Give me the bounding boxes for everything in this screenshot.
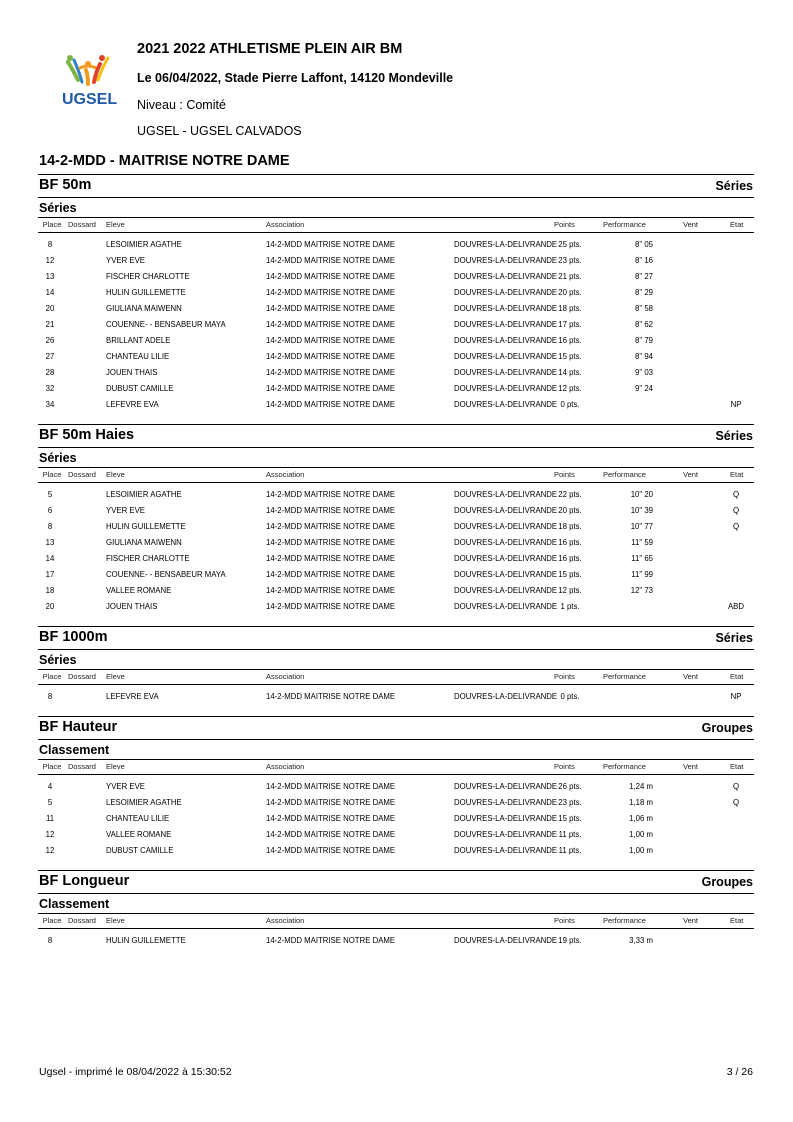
- status-cell: Q: [732, 798, 740, 807]
- athlete-name-cell: HULIN GUILLEMETTE: [106, 288, 186, 297]
- city-cell: DOUVRES-LA-DELIVRANDE: [454, 830, 558, 839]
- association-cell: 14-2-MDD MAITRISE NOTRE DAME: [266, 830, 396, 839]
- document-title: 2021 2022 ATHLETISME PLEIN AIR BM: [137, 41, 403, 57]
- column-header-association: Association: [266, 916, 305, 925]
- city-cell: DOUVRES-LA-DELIVRANDE: [454, 240, 558, 249]
- city-cell: DOUVRES-LA-DELIVRANDE: [454, 538, 558, 547]
- points-cell: 26 pts.: [558, 782, 582, 791]
- city-cell: DOUVRES-LA-DELIVRANDE: [454, 846, 558, 855]
- city-cell: DOUVRES-LA-DELIVRANDE: [454, 256, 558, 265]
- performance-cell: 9" 03: [635, 368, 653, 377]
- association-cell: 14-2-MDD MAITRISE NOTRE DAME: [266, 570, 396, 579]
- athlete-name-cell: DUBUST CAMILLE: [106, 846, 174, 855]
- performance-cell: 11" 65: [631, 554, 653, 563]
- city-cell: DOUVRES-LA-DELIVRANDE: [454, 288, 558, 297]
- city-cell: DOUVRES-LA-DELIVRANDE: [454, 522, 558, 531]
- column-header-performance: Performance: [603, 672, 646, 681]
- column-header-etat: Etat: [730, 916, 744, 925]
- round-name: Séries: [39, 451, 77, 465]
- association-cell: 14-2-MDD MAITRISE NOTRE DAME: [266, 288, 396, 297]
- column-header-place: Place: [42, 762, 62, 771]
- column-header-vent: Vent: [683, 916, 699, 925]
- performance-cell: 10" 39: [630, 506, 653, 515]
- place-cell: 8: [47, 240, 53, 249]
- points-cell: 12 pts.: [558, 384, 582, 393]
- city-cell: DOUVRES-LA-DELIVRANDE: [454, 304, 558, 313]
- place-cell: 13: [45, 538, 55, 547]
- column-header-vent: Vent: [683, 672, 699, 681]
- event-type: Séries: [715, 429, 753, 443]
- column-header-association: Association: [266, 762, 305, 771]
- table-row: [38, 843, 754, 859]
- association-cell: 14-2-MDD MAITRISE NOTRE DAME: [266, 256, 396, 265]
- city-cell: DOUVRES-LA-DELIVRANDE: [454, 490, 558, 499]
- round-name: Séries: [39, 201, 77, 215]
- column-header-vent: Vent: [683, 470, 699, 479]
- table-row: [38, 689, 754, 705]
- column-header-points: Points: [554, 672, 575, 681]
- event-name: BF 1000m: [39, 629, 108, 645]
- association-cell: 14-2-MDD MAITRISE NOTRE DAME: [266, 272, 396, 281]
- column-header-etat: Etat: [730, 762, 744, 771]
- points-cell: 16 pts.: [558, 538, 582, 547]
- ugsel-logo-text: UGSEL: [62, 91, 118, 108]
- footer-page-number: 3 / 26: [726, 1066, 753, 1078]
- event-header: [38, 870, 754, 893]
- event-section: [38, 870, 754, 949]
- points-cell: 18 pts.: [558, 522, 582, 531]
- performance-cell: 3,33 m: [629, 936, 653, 945]
- athlete-name-cell: FISCHER CHARLOTTE: [106, 554, 190, 563]
- event-section: [38, 716, 754, 870]
- athlete-name-cell: YVER EVE: [106, 506, 145, 515]
- column-header-performance: Performance: [603, 916, 646, 925]
- points-cell: 22 pts.: [558, 490, 582, 499]
- status-cell: Q: [732, 782, 740, 791]
- place-cell: 34: [45, 400, 55, 409]
- athlete-name-cell: LESOIMIER AGATHE: [106, 490, 182, 499]
- table-row: [38, 349, 754, 365]
- event-name: BF Hauteur: [39, 719, 118, 735]
- athlete-name-cell: GIULIANA MAIWENN: [106, 304, 182, 313]
- event-header: [38, 174, 754, 197]
- column-header-row: [38, 759, 754, 775]
- table-row: [38, 583, 754, 599]
- performance-cell: 8" 79: [635, 336, 653, 345]
- performance-cell: 1,00 m: [629, 830, 653, 839]
- event-spacer: [38, 413, 754, 424]
- column-header-vent: Vent: [683, 220, 699, 229]
- performance-cell: 1,24 m: [629, 782, 653, 791]
- city-cell: DOUVRES-LA-DELIVRANDE: [454, 352, 558, 361]
- place-cell: 8: [47, 522, 53, 531]
- association-cell: 14-2-MDD MAITRISE NOTRE DAME: [266, 586, 396, 595]
- performance-cell: 9" 24: [635, 384, 653, 393]
- city-cell: DOUVRES-LA-DELIVRANDE: [454, 400, 558, 409]
- event-header: [38, 626, 754, 649]
- event-spacer: [38, 859, 754, 870]
- place-cell: 14: [45, 288, 55, 297]
- column-header-association: Association: [266, 672, 305, 681]
- association-cell: 14-2-MDD MAITRISE NOTRE DAME: [266, 304, 396, 313]
- table-row: [38, 301, 754, 317]
- performance-cell: 10" 20: [630, 490, 653, 499]
- status-cell: Q: [732, 490, 740, 499]
- place-cell: 28: [45, 368, 55, 377]
- association-cell: 14-2-MDD MAITRISE NOTRE DAME: [266, 692, 396, 701]
- status-cell: NP: [730, 400, 742, 409]
- city-cell: DOUVRES-LA-DELIVRANDE: [454, 586, 558, 595]
- points-cell: 0 pts.: [560, 400, 580, 409]
- document-level: Niveau : Comité: [137, 98, 226, 112]
- column-header-points: Points: [554, 762, 575, 771]
- column-header-dossard: Dossard: [68, 470, 96, 479]
- table-row: [38, 811, 754, 827]
- column-header-points: Points: [554, 220, 575, 229]
- event-name: BF 50m: [39, 177, 92, 193]
- column-header-dossard: Dossard: [68, 220, 96, 229]
- place-cell: 26: [45, 336, 55, 345]
- association-cell: 14-2-MDD MAITRISE NOTRE DAME: [266, 798, 396, 807]
- association-cell: 14-2-MDD MAITRISE NOTRE DAME: [266, 782, 396, 791]
- place-cell: 12: [45, 830, 55, 839]
- points-cell: 12 pts.: [558, 586, 582, 595]
- performance-cell: 11" 99: [631, 570, 653, 579]
- column-header-eleve: Eleve: [106, 916, 125, 925]
- points-cell: 19 pts.: [558, 936, 582, 945]
- city-cell: DOUVRES-LA-DELIVRANDE: [454, 272, 558, 281]
- performance-cell: 12" 73: [630, 586, 653, 595]
- event-type: Groupes: [701, 721, 753, 735]
- association-cell: 14-2-MDD MAITRISE NOTRE DAME: [266, 506, 396, 515]
- athlete-name-cell: YVER EVE: [106, 256, 145, 265]
- city-cell: DOUVRES-LA-DELIVRANDE: [454, 554, 558, 563]
- column-header-row: [38, 217, 754, 233]
- ugsel-logo: [60, 50, 128, 108]
- table-row: [38, 519, 754, 535]
- performance-cell: 8" 29: [635, 288, 653, 297]
- column-header-association: Association: [266, 470, 305, 479]
- association-cell: 14-2-MDD MAITRISE NOTRE DAME: [266, 522, 396, 531]
- round-name: Classement: [39, 897, 110, 911]
- table-row: [38, 381, 754, 397]
- table-row: [38, 365, 754, 381]
- athlete-name-cell: DUBUST CAMILLE: [106, 384, 174, 393]
- performance-cell: 11" 59: [631, 538, 653, 547]
- association-cell: 14-2-MDD MAITRISE NOTRE DAME: [266, 936, 396, 945]
- table-row: [38, 795, 754, 811]
- place-cell: 4: [47, 782, 53, 791]
- athlete-name-cell: JOUEN THAIS: [106, 368, 158, 377]
- column-header-association: Association: [266, 220, 305, 229]
- place-cell: 12: [45, 846, 55, 855]
- athlete-name-cell: BRILLANT ADELE: [106, 336, 171, 345]
- city-cell: DOUVRES-LA-DELIVRANDE: [454, 782, 558, 791]
- city-cell: DOUVRES-LA-DELIVRANDE: [454, 506, 558, 515]
- place-cell: 17: [45, 570, 55, 579]
- association-cell: 14-2-MDD MAITRISE NOTRE DAME: [266, 384, 396, 393]
- column-header-dossard: Dossard: [68, 672, 96, 681]
- place-cell: 18: [45, 586, 55, 595]
- points-cell: 17 pts.: [558, 320, 582, 329]
- table-row: [38, 317, 754, 333]
- ugsel-logo-figures-icon: [60, 50, 128, 108]
- round-header: [38, 447, 754, 467]
- place-cell: 5: [47, 490, 53, 499]
- column-header-points: Points: [554, 470, 575, 479]
- association-cell: 14-2-MDD MAITRISE NOTRE DAME: [266, 814, 396, 823]
- athlete-name-cell: LESOIMIER AGATHE: [106, 240, 182, 249]
- place-cell: 13: [45, 272, 55, 281]
- athlete-name-cell: LEFEVRE EVA: [106, 400, 159, 409]
- performance-cell: 1,00 m: [629, 846, 653, 855]
- event-section: [38, 174, 754, 424]
- column-header-eleve: Eleve: [106, 220, 125, 229]
- place-cell: 20: [45, 304, 55, 313]
- round-name: Séries: [39, 653, 77, 667]
- column-header-dossard: Dossard: [68, 916, 96, 925]
- status-cell: ABD: [727, 602, 745, 611]
- points-cell: 15 pts.: [558, 352, 582, 361]
- points-cell: 15 pts.: [558, 570, 582, 579]
- club-heading: 14-2-MDD - MAITRISE NOTRE DAME: [39, 153, 290, 169]
- table-row: [38, 253, 754, 269]
- association-cell: 14-2-MDD MAITRISE NOTRE DAME: [266, 240, 396, 249]
- athlete-name-cell: GIULIANA MAIWENN: [106, 538, 182, 547]
- points-cell: 1 pts.: [560, 602, 580, 611]
- table-row: [38, 237, 754, 253]
- column-header-row: [38, 669, 754, 685]
- performance-cell: 8" 27: [635, 272, 653, 281]
- place-cell: 6: [47, 506, 53, 515]
- athlete-name-cell: CHANTEAU LILIE: [106, 814, 170, 823]
- table-row: [38, 779, 754, 795]
- column-header-performance: Performance: [603, 220, 646, 229]
- city-cell: DOUVRES-LA-DELIVRANDE: [454, 384, 558, 393]
- athlete-name-cell: HULIN GUILLEMETTE: [106, 522, 186, 531]
- performance-cell: 1,18 m: [629, 798, 653, 807]
- event-type: Séries: [715, 179, 753, 193]
- performance-cell: 8" 94: [635, 352, 653, 361]
- event-spacer: [38, 705, 754, 716]
- city-cell: DOUVRES-LA-DELIVRANDE: [454, 814, 558, 823]
- athlete-name-cell: YVER EVE: [106, 782, 145, 791]
- column-header-etat: Etat: [730, 470, 744, 479]
- event-section: [38, 424, 754, 626]
- place-cell: 5: [47, 798, 53, 807]
- points-cell: 0 pts.: [560, 692, 580, 701]
- round-header: [38, 649, 754, 669]
- place-cell: 27: [45, 352, 55, 361]
- table-row: [38, 933, 754, 949]
- column-header-row: [38, 913, 754, 929]
- points-cell: 23 pts.: [558, 256, 582, 265]
- points-cell: 23 pts.: [558, 798, 582, 807]
- athlete-name-cell: HULIN GUILLEMETTE: [106, 936, 186, 945]
- column-header-place: Place: [42, 220, 62, 229]
- athlete-name-cell: COUENNE- - BENSABEUR MAYA: [106, 570, 226, 579]
- association-cell: 14-2-MDD MAITRISE NOTRE DAME: [266, 602, 396, 611]
- place-cell: 12: [45, 256, 55, 265]
- table-row: [38, 503, 754, 519]
- city-cell: DOUVRES-LA-DELIVRANDE: [454, 692, 558, 701]
- round-name: Classement: [39, 743, 110, 757]
- table-row: [38, 269, 754, 285]
- performance-cell: 8" 58: [635, 304, 653, 313]
- column-header-performance: Performance: [603, 470, 646, 479]
- points-cell: 20 pts.: [558, 506, 582, 515]
- place-cell: 32: [45, 384, 55, 393]
- event-type: Groupes: [701, 875, 753, 889]
- column-header-place: Place: [42, 470, 62, 479]
- place-cell: 8: [47, 936, 53, 945]
- association-cell: 14-2-MDD MAITRISE NOTRE DAME: [266, 846, 396, 855]
- event-name: BF Longueur: [39, 873, 130, 889]
- table-row: [38, 827, 754, 843]
- table-row: [38, 487, 754, 503]
- document-subtitle: Le 06/04/2022, Stade Pierre Laffont, 14120 Mondeville: [137, 71, 454, 85]
- document-organization: UGSEL - UGSEL CALVADOS: [137, 124, 302, 138]
- points-cell: 15 pts.: [558, 814, 582, 823]
- performance-cell: 8" 62: [635, 320, 653, 329]
- city-cell: DOUVRES-LA-DELIVRANDE: [454, 336, 558, 345]
- athlete-name-cell: LEFEVRE EVA: [106, 692, 159, 701]
- athlete-name-cell: LESOIMIER AGATHE: [106, 798, 182, 807]
- city-cell: DOUVRES-LA-DELIVRANDE: [454, 570, 558, 579]
- athlete-name-cell: FISCHER CHARLOTTE: [106, 272, 190, 281]
- event-header: [38, 716, 754, 739]
- place-cell: 8: [47, 692, 53, 701]
- table-row: [38, 333, 754, 349]
- points-cell: 11 pts.: [558, 846, 582, 855]
- column-header-eleve: Eleve: [106, 672, 125, 681]
- city-cell: DOUVRES-LA-DELIVRANDE: [454, 936, 558, 945]
- points-cell: 14 pts.: [558, 368, 582, 377]
- column-header-place: Place: [42, 916, 62, 925]
- association-cell: 14-2-MDD MAITRISE NOTRE DAME: [266, 336, 396, 345]
- table-row: [38, 397, 754, 413]
- status-cell: Q: [732, 506, 740, 515]
- city-cell: DOUVRES-LA-DELIVRANDE: [454, 320, 558, 329]
- association-cell: 14-2-MDD MAITRISE NOTRE DAME: [266, 538, 396, 547]
- city-cell: DOUVRES-LA-DELIVRANDE: [454, 798, 558, 807]
- athlete-name-cell: COUENNE- - BENSABEUR MAYA: [106, 320, 226, 329]
- column-header-row: [38, 467, 754, 483]
- athlete-name-cell: CHANTEAU LILIE: [106, 352, 170, 361]
- round-header: [38, 197, 754, 217]
- points-cell: 16 pts.: [558, 336, 582, 345]
- column-header-eleve: Eleve: [106, 470, 125, 479]
- athlete-name-cell: JOUEN THAIS: [106, 602, 158, 611]
- points-cell: 20 pts.: [558, 288, 582, 297]
- place-cell: 21: [45, 320, 55, 329]
- column-header-etat: Etat: [730, 672, 744, 681]
- association-cell: 14-2-MDD MAITRISE NOTRE DAME: [266, 400, 396, 409]
- table-row: [38, 599, 754, 615]
- column-header-eleve: Eleve: [106, 762, 125, 771]
- association-cell: 14-2-MDD MAITRISE NOTRE DAME: [266, 320, 396, 329]
- column-header-points: Points: [554, 916, 575, 925]
- column-header-vent: Vent: [683, 762, 699, 771]
- round-header: [38, 893, 754, 913]
- points-cell: 16 pts.: [558, 554, 582, 563]
- points-cell: 11 pts.: [558, 830, 582, 839]
- place-cell: 14: [45, 554, 55, 563]
- footer-printed: Ugsel - imprimé le 08/04/2022 à 15:30:52: [39, 1066, 232, 1078]
- status-cell: Q: [732, 522, 740, 531]
- performance-cell: 8" 16: [635, 256, 653, 265]
- results-content: [38, 174, 754, 949]
- event-name: BF 50m Haies: [39, 427, 135, 443]
- points-cell: 21 pts.: [558, 272, 582, 281]
- performance-cell: 1,06 m: [629, 814, 653, 823]
- points-cell: 18 pts.: [558, 304, 582, 313]
- column-header-dossard: Dossard: [68, 762, 96, 771]
- points-cell: 25 pts.: [558, 240, 582, 249]
- athlete-name-cell: VALLEE ROMANE: [106, 586, 172, 595]
- performance-cell: 10" 77: [630, 522, 653, 531]
- table-row: [38, 551, 754, 567]
- place-cell: 20: [45, 602, 55, 611]
- place-cell: 11: [45, 814, 55, 823]
- city-cell: DOUVRES-LA-DELIVRANDE: [454, 368, 558, 377]
- association-cell: 14-2-MDD MAITRISE NOTRE DAME: [266, 490, 396, 499]
- table-row: [38, 535, 754, 551]
- performance-cell: 8" 05: [635, 240, 653, 249]
- association-cell: 14-2-MDD MAITRISE NOTRE DAME: [266, 352, 396, 361]
- association-cell: 14-2-MDD MAITRISE NOTRE DAME: [266, 554, 396, 563]
- table-row: [38, 285, 754, 301]
- association-cell: 14-2-MDD MAITRISE NOTRE DAME: [266, 368, 396, 377]
- round-header: [38, 739, 754, 759]
- event-spacer: [38, 615, 754, 626]
- athlete-name-cell: VALLEE ROMANE: [106, 830, 172, 839]
- event-section: [38, 626, 754, 716]
- status-cell: NP: [730, 692, 742, 701]
- column-header-etat: Etat: [730, 220, 744, 229]
- event-type: Séries: [715, 631, 753, 645]
- column-header-place: Place: [42, 672, 62, 681]
- table-row: [38, 567, 754, 583]
- city-cell: DOUVRES-LA-DELIVRANDE: [454, 602, 558, 611]
- column-header-performance: Performance: [603, 762, 646, 771]
- event-header: [38, 424, 754, 447]
